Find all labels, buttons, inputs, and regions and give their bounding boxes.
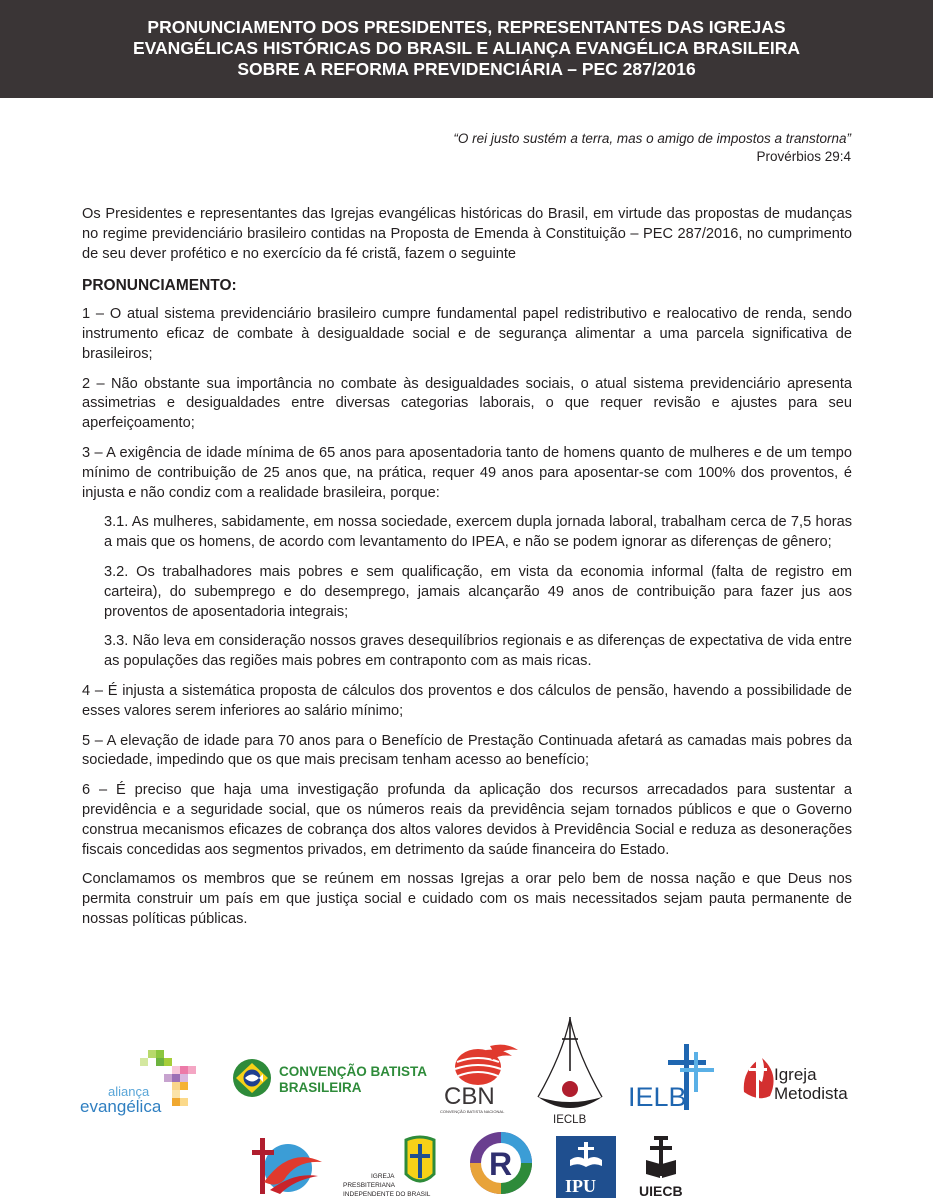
circular-r-emblem-icon — [470, 1132, 532, 1194]
epigraph-quote: “O rei justo sustém a terra, mas o amigo de impostos a transtorna” — [453, 131, 851, 146]
ipib-shield-icon — [406, 1137, 434, 1181]
document-header — [0, 0, 933, 98]
cbn-name: CBN — [444, 1083, 495, 1110]
globe-flame-icon — [455, 1045, 518, 1085]
item-6: 6 – É preciso que haja uma investigação profunda da aplicação dos recursos arrecadados para sustentar a previdência e a seguridade social, que os números reais da previdência sejam tornados públicos e que o Governo construa mecanismos eficazes de cobrança dos altos valores devidos à Previdência Social e reduza as desonerações fiscais concedidas aos segmentos privados, em detrimento da saúde financeira do Estado. — [82, 782, 852, 858]
ipib-line2: PRESBITERIANA — [343, 1182, 396, 1189]
ipib-line1: IGREJA — [371, 1173, 395, 1180]
cross-chalice-icon — [538, 1017, 602, 1108]
title-line-1: PRONUNCIAMENTO DOS PRESIDENTES, REPRESENTANTES DAS IGREJAS — [147, 17, 786, 37]
ipib-logo — [340, 1134, 452, 1200]
uiecb-logo — [636, 1134, 690, 1200]
title-line-3: SOBRE A REFORMA PREVIDENCIÁRIA – PEC 287/2016 — [237, 59, 696, 79]
uiecb-cross-book-icon — [646, 1136, 676, 1178]
ieclb-logo — [532, 1015, 608, 1127]
ipu-name: IPU — [565, 1176, 596, 1196]
epigraph — [453, 130, 851, 166]
cross-dove-emblem-logo — [250, 1136, 324, 1196]
cross-dove-icon — [252, 1138, 322, 1194]
convencao-batista-brasileira-logo — [232, 1058, 427, 1100]
epigraph-source: Provérbios 29:4 — [756, 149, 851, 164]
cross-flame-icon — [744, 1056, 774, 1102]
alianca-line2: evangélica — [80, 1097, 162, 1116]
ielb-logo — [628, 1042, 724, 1112]
uiecb-name: UIECB — [639, 1183, 683, 1199]
item-3-2: 3.2. Os trabalhadores mais pobres e sem qualificação, em vista da economia informal (falta de registro em carteira), do subemprego e do desemprego, jamais alcançarão 49 anos de contribuição para fazer jus aos proventos de aposentadoria integrais; — [104, 563, 852, 620]
item-5: 5 – A elevação de idade para 70 anos para o Benefício de Prestação Continuada afetará as camadas mais pobres da sociedade, impedindo que os que mais precisam tenham acesso ao benefício; — [82, 732, 852, 769]
ieclb-name: IECLB — [553, 1114, 587, 1126]
svg-text:R: R — [489, 1146, 513, 1182]
metodista-line1: Igreja — [774, 1065, 817, 1084]
item-3: 3 – A exigência de idade mínima de 65 anos para aposentadoria tanto de homens quanto de mulheres e de um tempo mínimo de contribuição de 25 anos que, na prática, requer 49 anos para aposentar-se com 100% dos proventos, é injusta e não condiz com a realidade brasileira, porque: — [82, 444, 852, 501]
cbb-line2: BRASILEIRA — [279, 1080, 362, 1095]
item-3-1: 3.1. As mulheres, sabidamente, em nossa sociedade, exercem dupla jornada laboral, trabalham cerca de 7,5 horas a mais que os homens, de acordo com levantamento do IPEA, e não se podem ignorar as diferenças de gênero; — [104, 514, 852, 551]
document-body — [82, 205, 852, 940]
ipu-logo — [556, 1136, 616, 1198]
item-1: 1 – O atual sistema previdenciário brasileiro cumpre fundamental papel redistributivo e realocativo de renda, sendo instrumento eficaz de combate à desigualdade social e de segurança alimentar a uma parcela significativa de brasileiros; — [82, 306, 852, 362]
closing-paragraph: Conclamamos os membros que se reúnem em nossas Igrejas a orar pelo bem de nossa nação e que Deus nos permita construir um país em que justiça social e cuidado com os mais necessitados sejam pauta permanente de nossas políticas públicas. — [82, 871, 852, 927]
item-3-3: 3.3. Não leva em consideração nossos graves desequilíbrios regionais e as diferenças de expectativa de vida entre as populações das regiões mais pobres em contraponto com as mais ricas. — [104, 633, 852, 670]
title-line-2: EVANGÉLICAS HISTÓRICAS DO BRASIL E ALIANÇA EVANGÉLICA BRASILEIRA — [133, 38, 800, 58]
alianca-evangelica-logo — [78, 1046, 213, 1118]
alianca-line1: aliança — [108, 1084, 150, 1099]
cbn-subtitle: CONVENÇÃO BATISTA NACIONAL — [440, 1109, 505, 1114]
pronouncement-heading: PRONUNCIAMENTO: — [82, 277, 237, 295]
ipib-line3: INDEPENDENTE DO BRASIL — [343, 1191, 431, 1198]
intro-paragraph: Os Presidentes e representantes das Igrejas evangélicas históricas do Brasil, em virtude das propostas de mudanças no regime previdenciário brasileiro contidas na Proposta de Emenda à Constituição – PEC 287/2016, no cumprimento de seu dever profético e no exercício da fé cristã, fazem o seguinte — [82, 206, 852, 262]
cbb-line1: CONVENÇÃO BATISTA — [279, 1064, 427, 1079]
circular-r-emblem-logo — [468, 1130, 534, 1196]
brazil-flag-fish-icon — [233, 1059, 271, 1097]
cbn-logo — [440, 1040, 522, 1116]
ielb-name: IELB — [628, 1082, 687, 1112]
metodista-line2: Metodista — [774, 1084, 848, 1103]
igreja-metodista-logo — [740, 1052, 852, 1106]
item-2: 2 – Não obstante sua importância no combate às desigualdades sociais, o atual sistema previdenciário apresenta assimetrias e desigualdades entre diversas categorias laborais, o que requer revisão e ajustes para seu aperfeiçoamento; — [82, 375, 852, 432]
item-4: 4 – É injusta a sistemática proposta de cálculos dos proventos e dos cálculos de pensão, havendo a possibilidade de esses valores serem inferiores ao salário mínimo; — [82, 682, 852, 719]
